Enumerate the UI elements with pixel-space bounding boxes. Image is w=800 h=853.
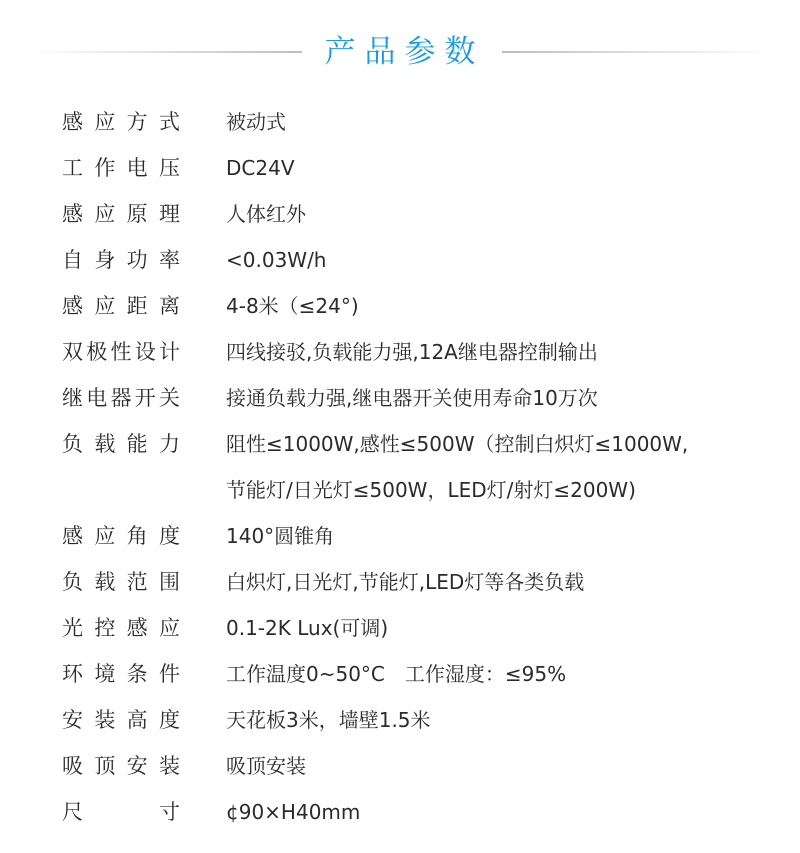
param-label: 感应原理 <box>62 202 180 226</box>
param-row-install-height <box>0 697 800 743</box>
param-row-light-sensing <box>0 605 800 651</box>
param-value: DC24V <box>226 156 295 180</box>
param-label: 感应距离 <box>62 294 180 318</box>
param-row-angle <box>0 513 800 559</box>
param-row-environment <box>0 651 800 697</box>
param-row-principle <box>0 191 800 237</box>
param-value: 140°圆锥角 <box>226 524 335 548</box>
param-row-ceiling-mount <box>0 743 800 789</box>
param-value: ¢90×H40mm <box>226 800 361 824</box>
section-header <box>0 26 800 78</box>
param-row-distance <box>0 283 800 329</box>
param-label: 吸顶安装 <box>62 754 180 778</box>
param-label: 工作电压 <box>62 156 180 180</box>
param-label: 光控感应 <box>62 616 180 640</box>
param-row-size <box>0 789 800 835</box>
param-value: 阻性≤1000W,感性≤500W（控制白炽灯≤1000W, <box>226 432 689 456</box>
param-row-load-capacity <box>0 421 800 467</box>
param-table <box>0 99 800 835</box>
param-value: 4-8米（≤24°) <box>226 294 359 318</box>
param-value: 工作温度0~50°C 工作湿度：≤95% <box>226 662 567 686</box>
header-divider-right <box>502 51 772 53</box>
param-label: 负载能力 <box>62 432 180 456</box>
param-value: 四线接驳,负载能力强,12A继电器控制输出 <box>226 340 598 364</box>
param-label: 安装高度 <box>62 708 180 732</box>
param-label: 环境条件 <box>62 662 180 686</box>
param-value: 白炽灯,日光灯,节能灯,LED灯等各类负载 <box>226 570 585 594</box>
param-row-load-range <box>0 559 800 605</box>
param-label: 感应方式 <box>62 110 180 134</box>
param-value: 被动式 <box>226 110 286 134</box>
param-label: 感应角度 <box>62 524 180 548</box>
param-value: 人体红外 <box>226 202 306 226</box>
param-row-load-capacity-cont <box>0 467 800 513</box>
param-value: 天花板3米，墙壁1.5米 <box>226 708 431 732</box>
param-value: 0.1-2K Lux(可调) <box>226 616 389 640</box>
param-row-voltage <box>0 145 800 191</box>
param-label: 尺寸 <box>62 800 180 824</box>
param-label: 自身功率 <box>62 248 180 272</box>
param-value: <0.03W/h <box>226 248 327 272</box>
param-label: 双极性设计 <box>62 340 180 364</box>
param-value: 吸顶安装 <box>226 754 306 778</box>
param-label: 继电器开关 <box>62 386 180 410</box>
param-label: 负载范围 <box>62 570 180 594</box>
param-row-bipolar <box>0 329 800 375</box>
param-value: 接通负载力强,继电器开关使用寿命10万次 <box>226 386 598 410</box>
header-divider-left <box>30 51 302 53</box>
param-row-power <box>0 237 800 283</box>
param-row-sensing-mode <box>0 99 800 145</box>
param-row-relay <box>0 375 800 421</box>
section-title: 产品参数 <box>324 34 485 70</box>
param-value: 节能灯/日光灯≤500W，LED灯/射灯≤200W) <box>226 478 636 502</box>
